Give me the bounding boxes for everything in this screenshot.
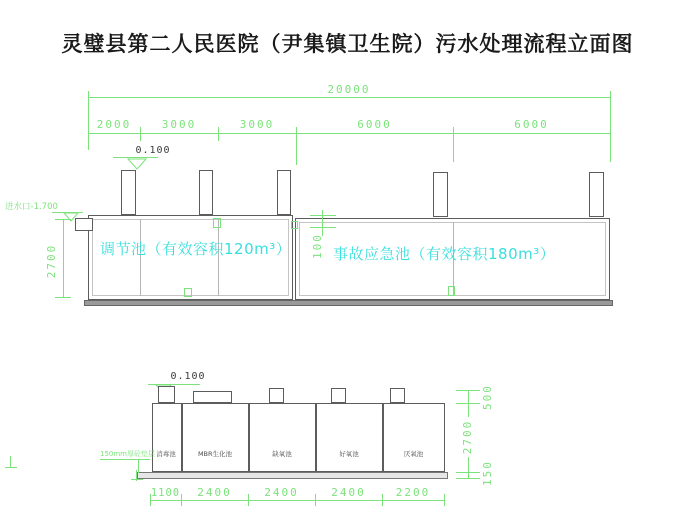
compartment-wall (382, 403, 384, 472)
segment-dim-label: 3000 (161, 118, 197, 131)
compartment-label: 厌氧池 (403, 450, 424, 458)
bottom-dim-label: 1100 (150, 487, 181, 499)
right-dim-label: 500 (481, 384, 494, 410)
pipe-opening (213, 218, 221, 228)
tank-shaft (199, 170, 213, 215)
bottom-dim-label: 2400 (197, 486, 232, 499)
bedding-label: 150mm厚砼垫层 (100, 450, 155, 458)
tank-shaft (277, 170, 291, 215)
compartment-label: MBR生化池 (197, 450, 233, 458)
compartment-wall (315, 403, 317, 472)
bottom-dim-label: 2400 (264, 486, 299, 499)
pipe-opening (448, 286, 455, 296)
elevation-triangle-icon (127, 158, 147, 170)
tank-shaft (433, 172, 448, 217)
equipment-base-slab (137, 472, 448, 479)
dim-tick (248, 494, 249, 506)
dim-tick (181, 494, 182, 506)
dim-extension-line (610, 91, 611, 162)
tank-shaft (589, 172, 604, 217)
segment-dim-line (88, 133, 610, 134)
bottom-dim-label: 2400 (331, 486, 366, 499)
dim-extension-line (453, 127, 454, 162)
tank-base-slab (84, 300, 613, 306)
equipment-body (152, 403, 445, 472)
drawing-title: 灵璧县第二人民医院（尹集镇卫生院）污水处理流程立面图 (61, 32, 634, 56)
right-dim-label: 150 (481, 460, 494, 486)
segment-dim-label: 2000 (96, 118, 132, 131)
pipe-opening (184, 288, 192, 297)
dim-tick (382, 494, 383, 506)
overall-dim-label: 20000 (327, 83, 371, 96)
dim-tick (315, 494, 316, 506)
segment-dim-label: 6000 (357, 118, 392, 131)
compartment-label: 缺氧池 (272, 450, 292, 458)
inlet-label: 进水口-1.700 (5, 202, 58, 212)
bottom-dim-label: 2200 (395, 486, 431, 499)
equipment-nozzle (390, 388, 405, 403)
dim-tick (55, 219, 71, 220)
segment-dim-label: 3000 (239, 118, 275, 131)
overall-dim-line (88, 97, 610, 98)
compartment-wall (248, 403, 250, 472)
offset-dim-label: 100 (311, 233, 324, 259)
segment-dim-label: 6000 (514, 118, 549, 131)
elevation-label: 0.100 (170, 371, 206, 382)
equipment-nozzle (158, 386, 175, 403)
dim-tick (55, 297, 71, 298)
dim-tick (310, 215, 336, 216)
bedding-leader-line (138, 459, 139, 473)
dim-tick (150, 494, 151, 506)
dim-tick (444, 494, 445, 506)
dim-extension-line (296, 127, 297, 165)
dim-tick (218, 127, 219, 141)
pipe-opening (291, 221, 298, 229)
bottom-dim-line (150, 500, 444, 501)
dim-tick (456, 472, 480, 473)
dim-tick (140, 127, 141, 141)
slab-end-mark (131, 479, 143, 480)
equipment-hatch (193, 391, 232, 403)
emergency-tank-label: 事故应急池（有效容积180m³） (333, 245, 556, 263)
right-dim-label: 2700 (462, 417, 474, 457)
dim-extension-line (88, 91, 89, 150)
height-dim-line (63, 219, 64, 297)
equipment-nozzle (331, 388, 346, 403)
compartment-label: 好氧池 (339, 450, 359, 458)
compartment-wall (181, 403, 183, 472)
bedding-leader-line (100, 459, 150, 460)
ground-mark (5, 467, 17, 468)
elevation-label: 0.100 (135, 145, 171, 156)
dim-tick (310, 227, 336, 228)
inlet-elevation-triangle-icon (63, 212, 79, 222)
compartment-label: 消毒池 (156, 450, 176, 458)
height-dim-label: 2700 (45, 243, 58, 279)
dim-tick (456, 390, 480, 391)
regulating-tank-label: 调节池（有效容积120m³） (100, 240, 292, 258)
dim-tick (456, 478, 480, 479)
equipment-nozzle (269, 388, 284, 403)
tank-shaft (121, 170, 136, 215)
dim-tick (456, 403, 480, 404)
